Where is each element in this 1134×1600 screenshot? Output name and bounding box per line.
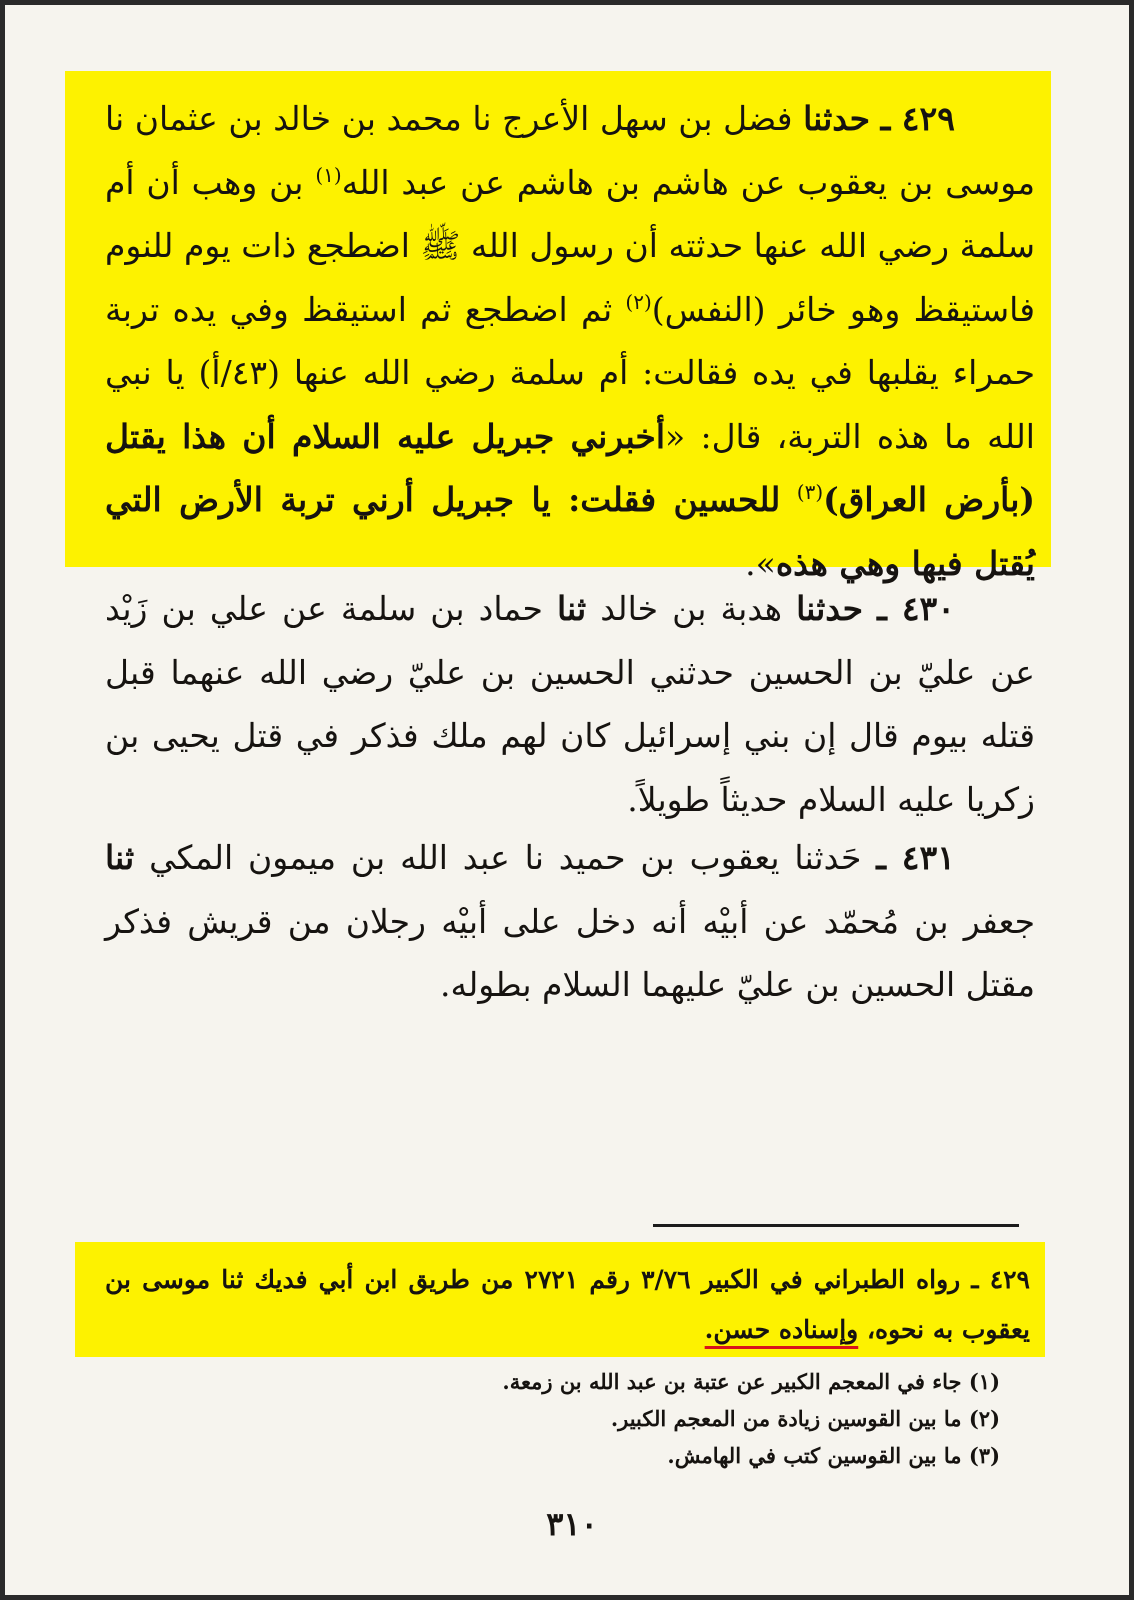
thana-word: ثنا — [556, 589, 587, 628]
footnote-ref-2: (٢) — [625, 289, 652, 314]
hadith-text: فضل بن سهل الأعرج نا محمد بن خالد بن عثمان نا موسى بن يعقوب عن هاشم بن هاشم عن عبد الله — [105, 99, 1035, 202]
thana-word: ثنا — [105, 838, 135, 877]
isnad-grade: وإسناده حسن. — [704, 1315, 859, 1344]
page-number: ٣١٠ — [546, 1505, 598, 1543]
haddathana-word: حدثنا — [796, 589, 864, 628]
hadith-430 — [105, 577, 1035, 831]
footnote-ref-1: (١) — [315, 162, 342, 187]
hadith-number: ٤٣٠ ـ — [877, 589, 955, 628]
footnote-text: ٤٢٩ ـ رواه الطبراني في الكبير ٣/٧٦ رقم ٢٧٢١ من طريق ابن أبي فديك ثنا موسى بن يعقوب به نحوه، — [105, 1265, 1030, 1344]
hadith-number: ٤٣١ ـ — [876, 838, 955, 877]
hadith-number: ٤٢٩ ـ — [880, 99, 955, 138]
quote-end: ». — [745, 543, 776, 583]
hadith-text: بن وهب أن أم سلمة رضي الله عنها حدثته أن رسول الله ﷺ اضطجع ذات يوم للنوم فاستيقظ وهو خائر (النفس) — [105, 162, 1035, 329]
footnote-list — [305, 1363, 1000, 1474]
hadith-text: ثم اضطجع ثم استيقظ وفي يده تربة حمراء يقلبها في يده فقالت: أم سلمة رضي الله عنها (٤٣/أ) يا نبي الله ما هذه التربة، قال: « — [105, 289, 1035, 456]
hadith-text: جعفر بن مُحمّد عن أبيْه أنه دخل على أبيْه رجلان من قريش فذكر مقتل الحسين بن عليّ عليهما السلام بطوله. — [105, 901, 1035, 1004]
hadith-431 — [105, 826, 1035, 1017]
footnote-takhrij-429 — [105, 1255, 1030, 1355]
hadith-text: هدبة بن خالد — [600, 589, 783, 628]
hadith-quote: للحسين فقلت: يا جبريل أرني تربة الأرض التي يُقتل فيها وهي هذه — [105, 480, 1035, 583]
hadith-text: حَدثنا يعقوب بن حميد نا عبد الله بن ميمون المكي — [149, 838, 862, 877]
footnote-2: (٢) ما بين القوسين زيادة من المعجم الكبير. — [610, 1406, 1000, 1431]
hadith-429 — [105, 87, 1035, 595]
footnote-ref-3: (٣) — [796, 480, 824, 504]
hadith-quote: أخبرني جبريل عليه السلام أن هذا يقتل (بأرض العراق) — [105, 416, 1035, 519]
hadith-text: حماد بن سلمة عن علي بن زَيْد عن عليّ بن الحسين حدثني الحسين بن عليّ رضي الله عنهما قبل قتله بيوم قال إن بني إسرائيل كان لهم ملك فذكر في قتل يحيى بن زكريا عليه السلام حديثاً طويلاً. — [105, 589, 1035, 819]
footnote-1: (١) جاء في المعجم الكبير عن عتبة بن عبد الله بن زمعة. — [502, 1369, 1000, 1394]
haddathana-word: حدثنا — [803, 99, 871, 138]
footnote-3: (٣) ما بين القوسين كتب في الهامش. — [667, 1443, 1000, 1468]
footnote-separator — [653, 1224, 1019, 1227]
